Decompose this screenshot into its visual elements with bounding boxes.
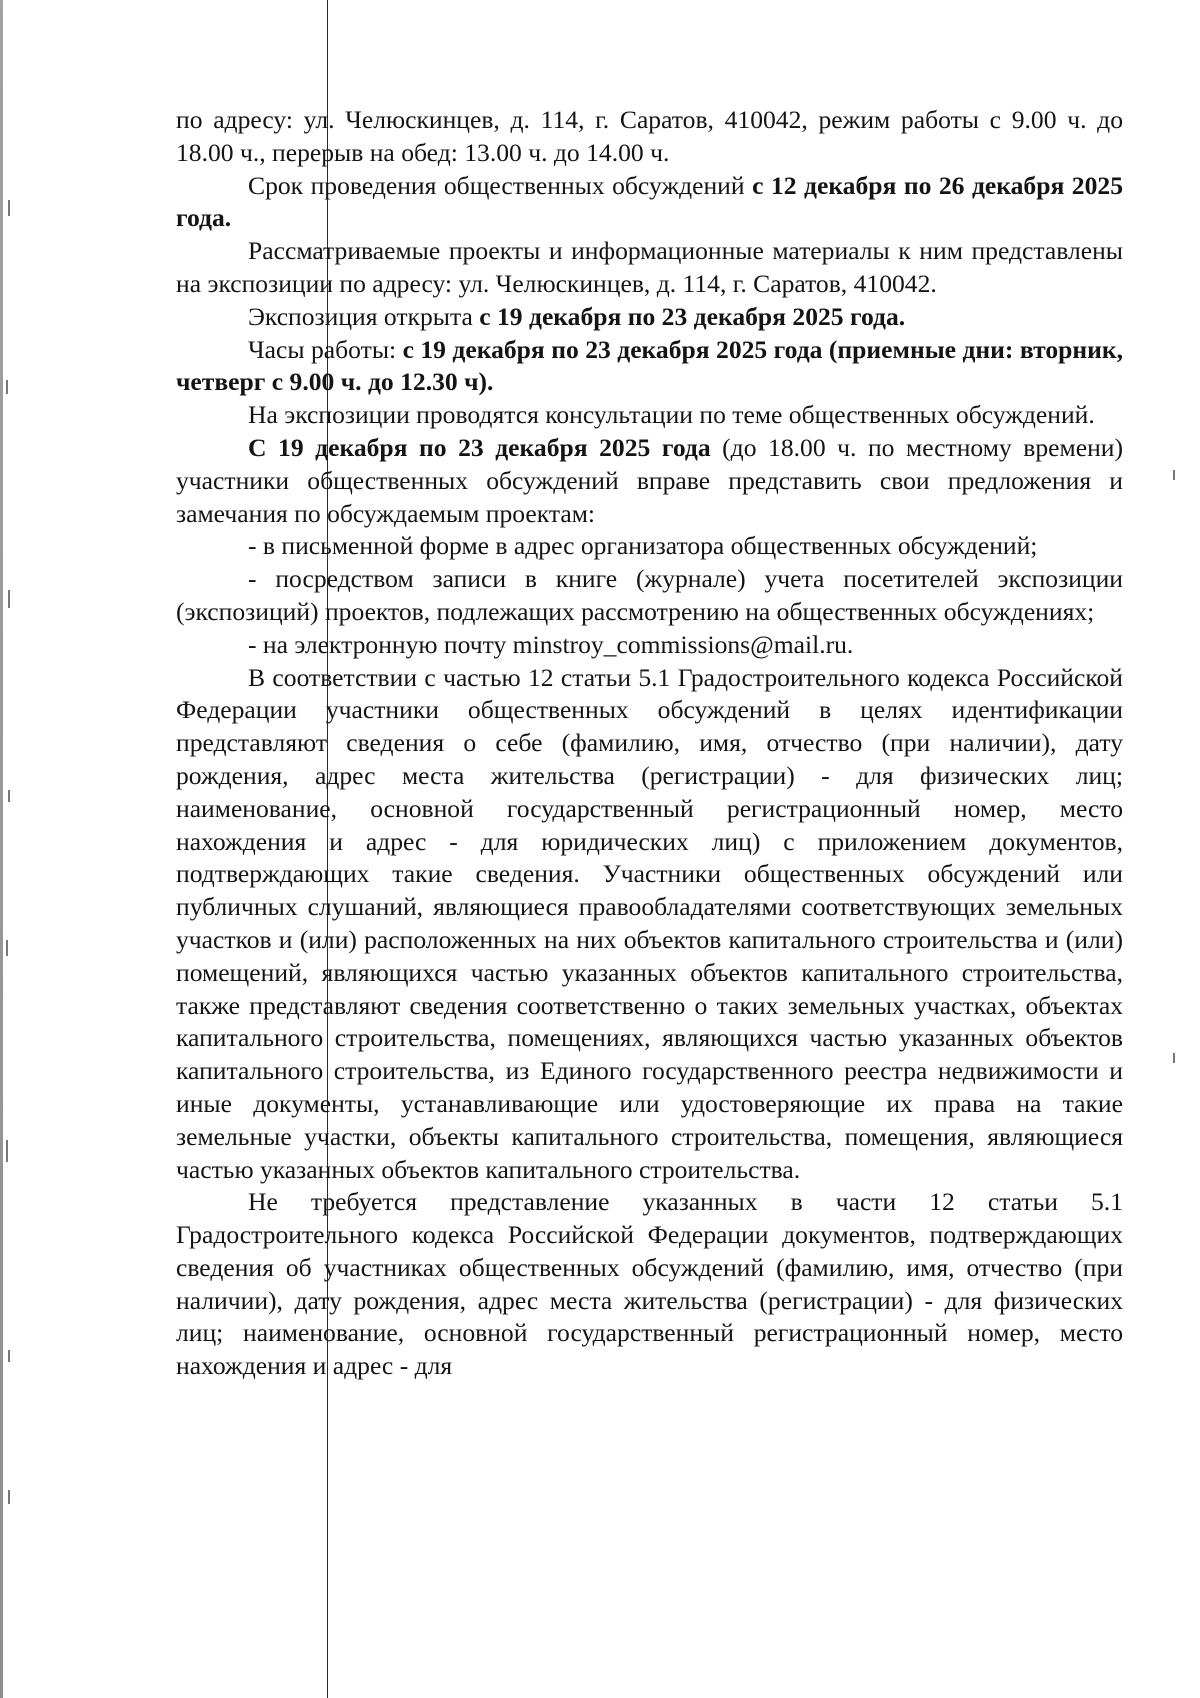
discussion-period-label: Срок проведения общественных обсуждений bbox=[248, 170, 753, 200]
paragraph-not-required: Не требуется представление указанных в части 12 статьи 5.1 Градостроительного кодекса Российской Федерации документов, подтверждающих сведения об участниках общественных обсуждений (фамилию, имя, отчество (при наличии), дату рождения, адрес места жительства (регистрации) - для физических лиц; наименование, основной государственный регистрационный номер, место нахождения и адрес - для bbox=[176, 1187, 1123, 1381]
list-item-visitor-book: - посредством записи в книге (журнале) учета посетителей экспозиции (экспозиций) проектов, подлежащих рассмотрению на общественных обсуждениях; bbox=[176, 564, 1123, 626]
proposals-text: (до 18.00 ч. по местному времени) участники общественных обсуждений вправе представить свои предложения и замечания по обсуждаемым проектам: bbox=[176, 432, 1123, 528]
scan-mark bbox=[6, 940, 8, 956]
scan-mark bbox=[8, 790, 10, 802]
paragraph-address: по адресу: ул. Челюскинцев, д. 114, г. Саратов, 410042, режим работы с 9.00 ч. до 18.00 ч., перерыв на обед: 13.00 ч. до 14.00 ч. bbox=[176, 105, 1123, 167]
scan-mark bbox=[6, 380, 8, 394]
scan-mark bbox=[6, 1140, 8, 1162]
scan-mark bbox=[8, 1490, 10, 1504]
paragraph-exposition-location: Рассматриваемые проекты и информационные материалы к ним представлены на экспозиции по адресу: ул. Челюскинцев, д. 114, г. Саратов, 410042. bbox=[176, 236, 1123, 298]
scan-left-edge bbox=[0, 0, 3, 1698]
working-hours-label: Часы работы: bbox=[248, 334, 403, 364]
exposition-open-label: Экспозиция открыта bbox=[248, 301, 480, 331]
paragraph-working-hours bbox=[176, 334, 1123, 400]
paragraph-exposition-open bbox=[176, 301, 1123, 334]
scan-mark bbox=[1173, 470, 1175, 480]
scan-mark bbox=[8, 200, 10, 216]
list-item-written-form: - в письменной форме в адрес организатора общественных обсуждений; bbox=[248, 531, 1038, 561]
discussion-period-dates: с 12 декабря по 26 декабря 2025 года. bbox=[176, 170, 1123, 233]
list-item-email: - на электронную почту minstroy_commissions@mail.ru. bbox=[248, 629, 854, 659]
document-body bbox=[176, 104, 1123, 1383]
paragraph-consultations: На экспозиции проводятся консультации по теме общественных обсуждений. bbox=[248, 400, 1095, 430]
working-hours-value: с 19 декабря по 23 декабря 2025 года (приемные дни: вторник, четверг с 9.00 ч. до 12.30 ч). bbox=[176, 334, 1123, 397]
paragraph-identification: В соответствии с частью 12 статьи 5.1 Градостроительного кодекса Российской Федерации участники общественных обсуждений в целях идентификации представляют сведения о себе (фамилию, имя, отчество (при наличии), дату рождения, адрес места жительства (регистрации) - для физических лиц; наименование, основной государственный регистрационный номер, место нахождения и адрес - для юридических лиц) с приложением документов, подтверждающих такие сведения. Участники общественных обсуждений или публичных слушаний, являющиеся правообладателями соответствующих земельных участков и (или) расположенных на них объектов капитального строительства и (или) помещений, являющихся частью указанных объектов капитального строительства, также представляют сведения соответственно о таких земельных участках, объектах капитального строительства, помещениях, являющихся частью указанных объектов капитального строительства, из Единого государственного реестра недвижимости и иные документы, устанавливающие или удостоверяющие их права на такие земельные участки, объекты капитального строительства, помещения, являющиеся частью указанных объектов капитального строительства. bbox=[176, 662, 1123, 1184]
exposition-open-dates: с 19 декабря по 23 декабря 2025 года. bbox=[479, 301, 906, 331]
scan-mark bbox=[8, 590, 10, 608]
paragraph-proposals bbox=[176, 432, 1123, 530]
paragraph-discussion-period bbox=[176, 170, 1123, 236]
proposals-dates: С 19 декабря по 23 декабря 2025 года bbox=[248, 432, 711, 462]
scan-mark bbox=[8, 1350, 10, 1362]
scan-mark bbox=[1173, 1053, 1175, 1063]
